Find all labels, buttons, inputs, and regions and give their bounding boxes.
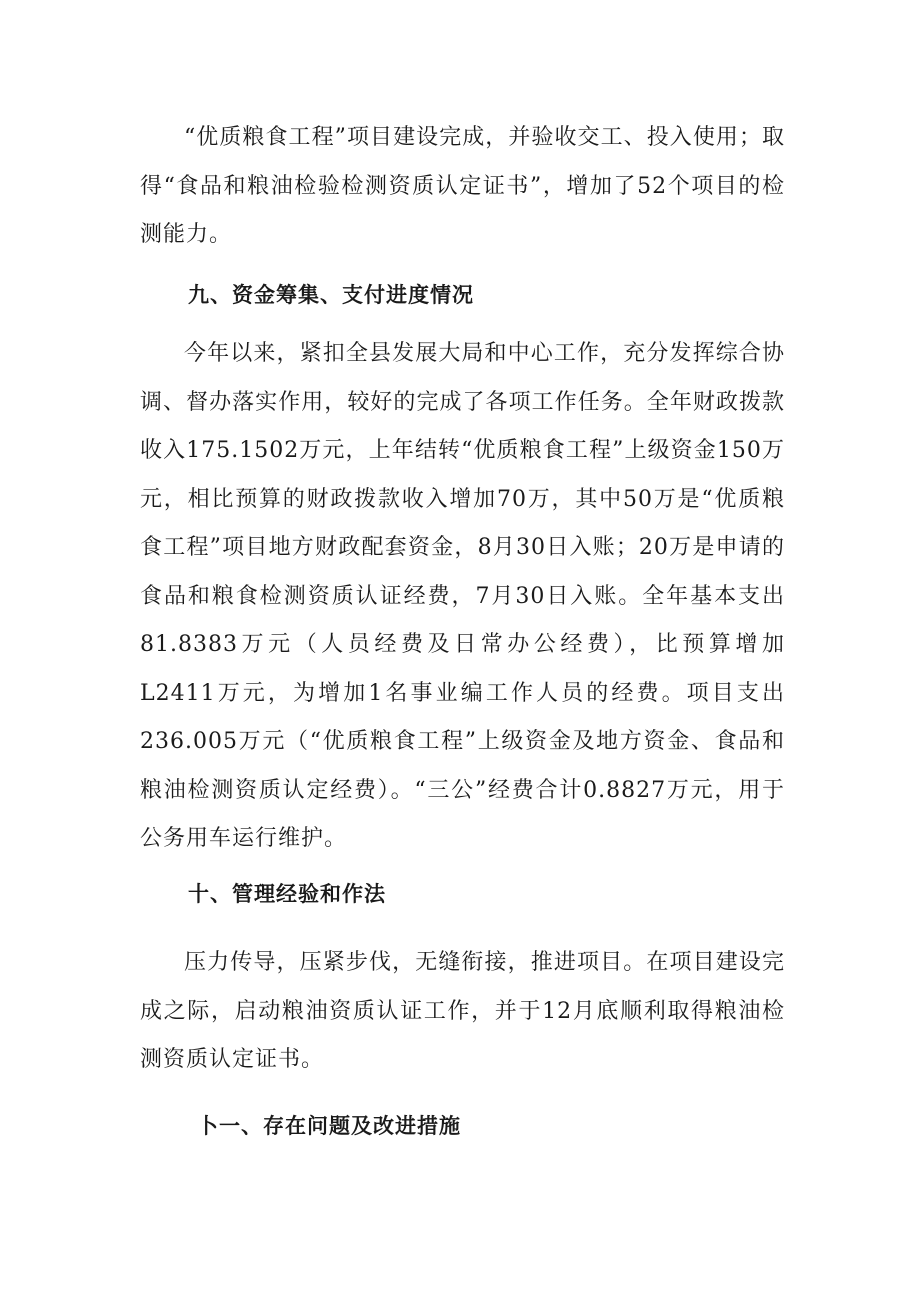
body-paragraph-management-experience: 压力传导，压紧步伐，无缝衔接，推进项目。在项目建设完成之际，启动粮油资质认证工作，并于12月底顺利取得粮油检测资质认定证书。 [140,950,785,1072]
section-heading-funding-progress: 九、资金筹集、支付进度情况 [188,283,474,307]
body-paragraph-project-completion: “优质粮食工程”项目建设完成，并验收交工、投入使用；取得“食品和粮油检验检测资质认定证书”，增加了52个项目的检测能力。 [140,125,785,247]
body-paragraph-funding-details: 今年以来，紧扣全县发展大局和中心工作，充分发挥综合协调、督办落实作用，较好的完成了各项工作任务。全年财政拨款收入175.1502万元，上年结转“优质粮食工程”上级资金150万元，相比预算的财政拨款收入增加70万，其中50万是“优质粮食工程”项目地方财政配套资金，8月30日入账；20万是申请的食品和粮食检测资质认证经费，7月30日入账。全年基本支出81.8383万元（人员经费及日常办公经费），比预算增加L2411万元，为增加1名事业编工作人员的经费。项目支出236.005万元（“优质粮食工程”上级资金及地方资金、食品和粮油检测资质认定经费）。“三公”经费合计0.8827万元，用于公务用车运行维护。 [140,341,785,851]
section-heading-problems-and-measures: 卜一、存在问题及改进措施 [197,1114,461,1138]
section-heading-management-experience: 十、管理经验和作法 [188,882,386,906]
